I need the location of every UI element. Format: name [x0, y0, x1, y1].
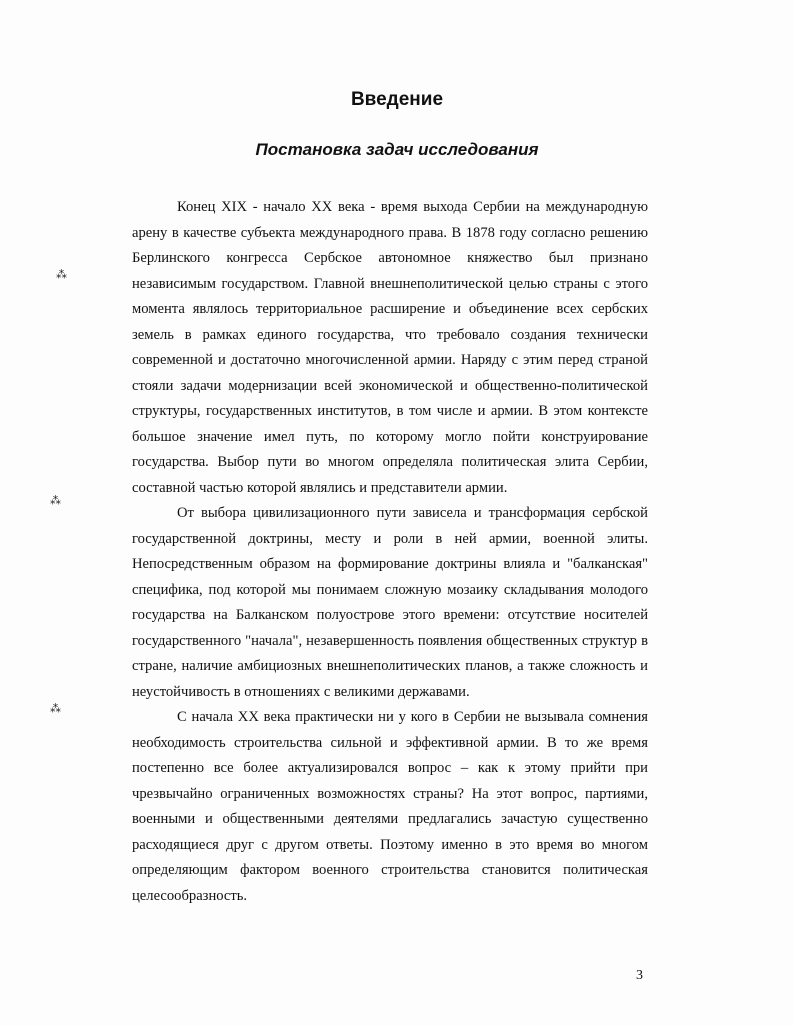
- scan-artifact-mark: ⁂: [50, 703, 61, 715]
- scan-artifact-mark: ⁂: [50, 495, 61, 507]
- page-number: 3: [636, 968, 643, 983]
- paragraph-3: С начала XX века практически ни у кого в Сербии не вызывала сомнения необходимость строительства сильной и эффективной армии. В то же время постепенно все более актуализировался вопрос – как к этому прийти при чрезвычайно ограниченных возможностях страны? На этот вопрос, партиями, военными и общественными деятелями предлагались зачастую существенно расходящиеся друг с другом ответы. Поэтому именно в это время во многом определяющим фактором военного строительства становится политическая целесообразность.: [132, 709, 648, 904]
- page-title: Введение: [350, 89, 444, 110]
- scan-artifact-mark: ⁂: [56, 269, 67, 281]
- paragraph-1: Конец XIX - начало XX века - время выхода Сербии на международную арену в качестве субъекта международного права. В 1878 году согласно решению Берлинского конгресса Сербское автономное княжество был признано независимым государством. Главной внешнеполитической целью страны с этого момента являлось территориальное расширение и объединение всех сербских земель в рамках единого государства, что требовало создания технически современной и достаточно многочисленной армии. Наряду с этим перед страной стояли задачи модернизации всей экономической и общественно-политической структуры, государственных институтов, в том числе и армии. В этом контексте большое значение имел путь, по которому могло пойти конструирование государства. Выбор пути во многом определяла политическая элита Сербии, составной частью которой являлись и представители армии.: [132, 199, 648, 496]
- section-subtitle: Постановка задач исследования: [255, 140, 539, 159]
- document-body: [132, 195, 648, 909]
- paragraph-2: От выбора цивилизационного пути зависела и трансформация сербской государственной доктрины, месту и роли в ней армии, военной элиты. Непосредственным образом на формирование доктрины влияла и "балканская" специфика, под которой мы понимаем сложную мозаику складывания молодого государства на Балканском полуострове этого времени: отсутствие носителей государственного "начала", незавершенность появления общественных структур в стране, наличие амбициозных внешнеполитических планов, а также сложность и неустойчивость в отношениях с великими державами.: [132, 505, 648, 700]
